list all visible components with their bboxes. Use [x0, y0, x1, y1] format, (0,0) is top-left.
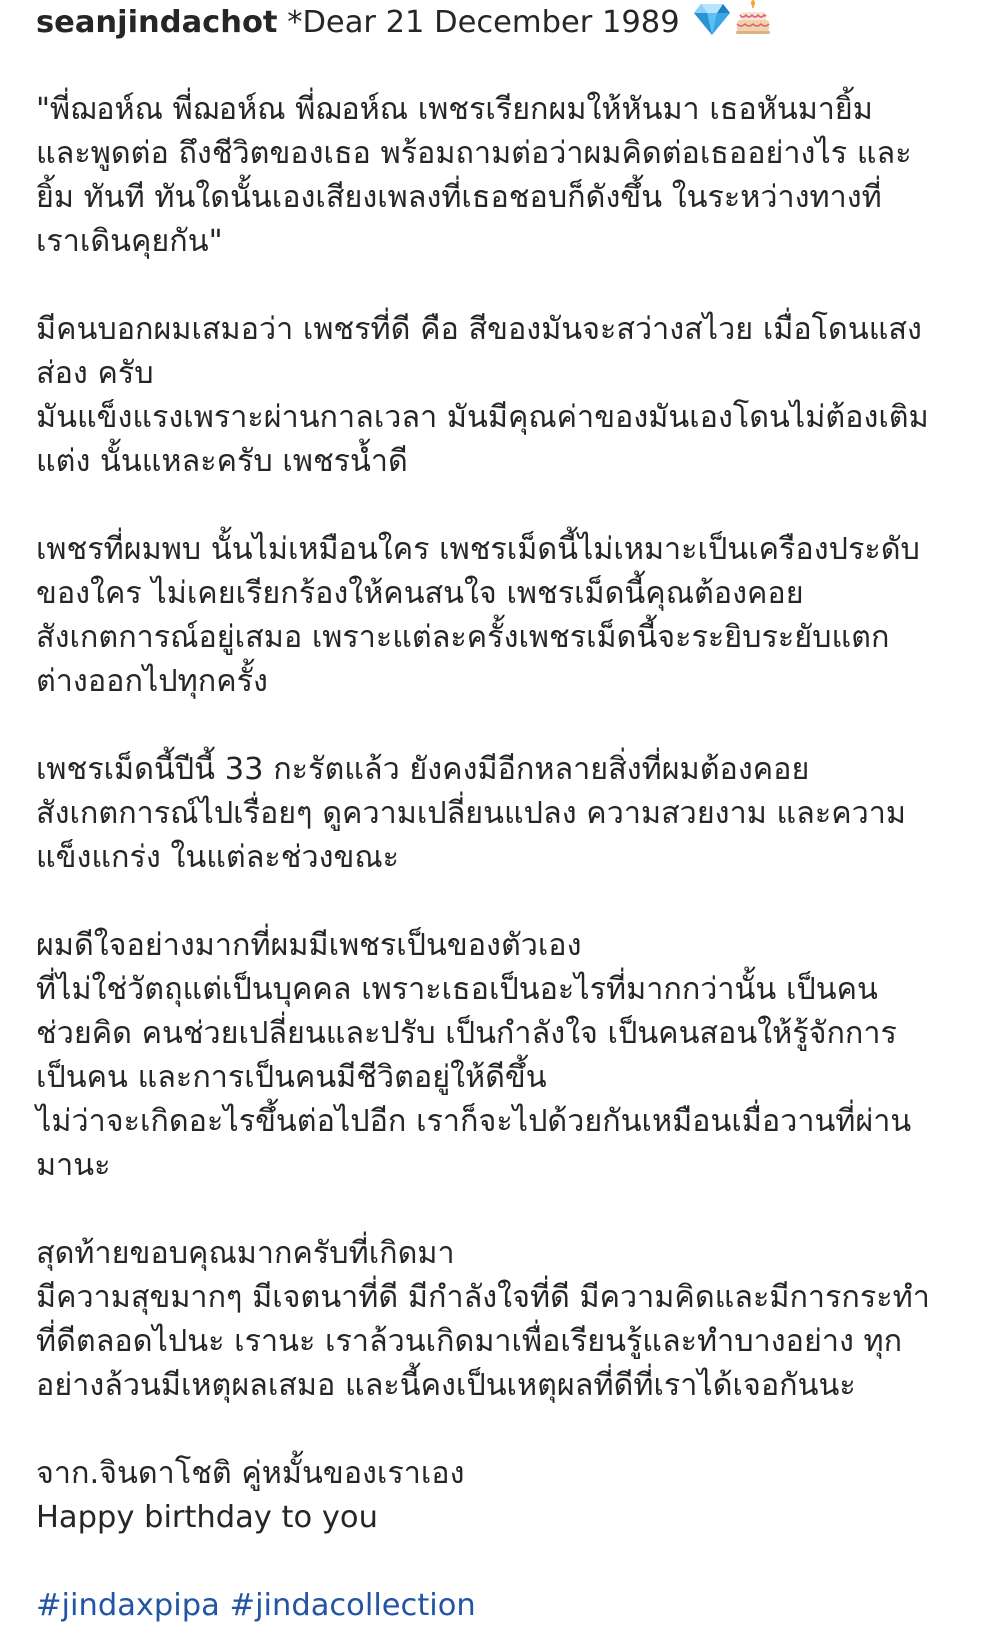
caption-line: ผมดีใจอย่างมากที่ผมมีเพชรเป็นของตัวเอง [36, 928, 582, 963]
gem-icon [693, 2, 731, 49]
caption-line [36, 264, 956, 308]
caption-line: สุดท้ายขอบคุณมากครับที่เกิดมา [36, 1236, 455, 1271]
caption-line: มีความสุขมากๆ มีเจตนาที่ดี มีกำลังใจที่ดี มีความคิดและมีการกระทำ [36, 1280, 930, 1315]
caption-line: สังเกตการณ์อยู่เสมอ เพราะแต่ละครั้งเพชรเม็ดนี้จะระยิบระยับแตก [36, 620, 890, 655]
caption-line [36, 704, 956, 748]
caption-line: ช่วยคิด คนช่วยเปลี่ยนและปรับ เป็นกำลังใจ เป็นคนสอนให้รู้จักการ [36, 1016, 897, 1051]
caption-line: มีคนบอกผมเสมอว่า เพชรที่ดี คือ สีของมันจะสว่างสไวย เมื่อโดนแสง [36, 312, 922, 347]
spacer [36, 44, 956, 88]
caption-line: Happy birthday to you [36, 1500, 378, 1535]
caption-line: อย่างล้วนมีเหตุผลเสมอ และนี้คงเป็นเหตุผลที่ดีที่เราได้เจอกันนะ [36, 1368, 856, 1403]
hashtag-link[interactable]: #jindacollection [229, 1588, 476, 1623]
caption-line: ต่างออกไปทุกครั้ง [36, 664, 268, 699]
caption-line: ไม่ว่าจะเกิดอะไรขึ้นต่อไปอีก เราก็จะไปด้วยกันเหมือนเมื่อวานที่ผ่าน [36, 1104, 912, 1139]
hashtag-link[interactable]: #jindaxpipa [36, 1588, 220, 1623]
caption-line: สังเกตการณ์ไปเรื่อยๆ ดูความเปลี่ยนแปลง ความสวยงาม และความ [36, 796, 906, 831]
caption-line: แต่ง นั้นแหละครับ เพชรน้ำดี [36, 444, 408, 479]
birthday-cake-icon [735, 0, 771, 49]
hashtag-row [36, 1584, 956, 1628]
caption-line [36, 484, 956, 528]
caption-header [36, 0, 956, 44]
caption-line: เป็นคน และการเป็นคนมีชีวิตอยู่ให้ดีขึ้น [36, 1060, 547, 1095]
caption-line: ส่อง ครับ [36, 356, 154, 391]
caption-line: เพชรที่ผมพบ นั้นไม่เหมือนใคร เพชรเม็ดนี้ไม่เหมาะเป็นเครืองประดับ [36, 532, 920, 567]
caption-body [36, 88, 956, 1584]
caption-title: *Dear 21 December 1989 [277, 5, 690, 40]
caption-line: แข็งแกร่ง ในแต่ละช่วงขณะ [36, 840, 400, 875]
bottom-crop [0, 1640, 992, 1650]
caption-line [36, 1188, 956, 1232]
caption-line [36, 1540, 956, 1584]
caption-line: เราเดินคุยกัน" [36, 224, 223, 259]
caption-line: เพชรเม็ดนี้ปีนี้ 33 กะรัตแล้ว ยังคงมีอีกหลายสิ่งที่ผมต้องคอย [36, 752, 810, 787]
caption-line: ที่ไม่ใช่วัตถุแต่เป็นบุคคล เพราะเธอเป็นอะไรที่มากกว่านั้น เป็นคน [36, 972, 878, 1007]
caption-line: มานะ [36, 1148, 111, 1183]
caption-line [36, 1408, 956, 1452]
caption-line: ของใคร ไม่เคยเรียกร้องให้คนสนใจ เพชรเม็ดนี้คุณต้องคอย [36, 576, 804, 611]
caption-line: ยิ้ม ทันที ทันใดนั้นเองเสียงเพลงที่เธอชอบก็ดังขึ้น ในระหว่างทางที่ [36, 180, 882, 215]
caption-line: ที่ดีตลอดไปนะ เรานะ เราล้วนเกิดมาเพื่อเรียนรู้และทำบางอย่าง ทุก [36, 1324, 903, 1359]
caption-line [36, 880, 956, 924]
caption-line: มันแข็งแรงเพราะผ่านกาลเวลา มันมีคุณค่าของมันเองโดนไม่ต้องเติม [36, 400, 929, 435]
caption-line: และพูดต่อ ถึงชีวิตของเธอ พร้อมถามต่อว่าผมคิดต่อเธออย่างไร และ [36, 136, 912, 171]
post-caption [36, 0, 956, 1628]
caption-line: จาก.จินดาโชติ คู่หมั้นของเราเอง [36, 1456, 465, 1491]
username-link[interactable]: seanjindachot [36, 5, 278, 40]
caption-line: "พี่ฌอห์ณ พี่ฌอห์ณ พี่ฌอห์ณ เพชรเรียกผมให้หันมา เธอหันมายิ้ม [36, 92, 873, 127]
